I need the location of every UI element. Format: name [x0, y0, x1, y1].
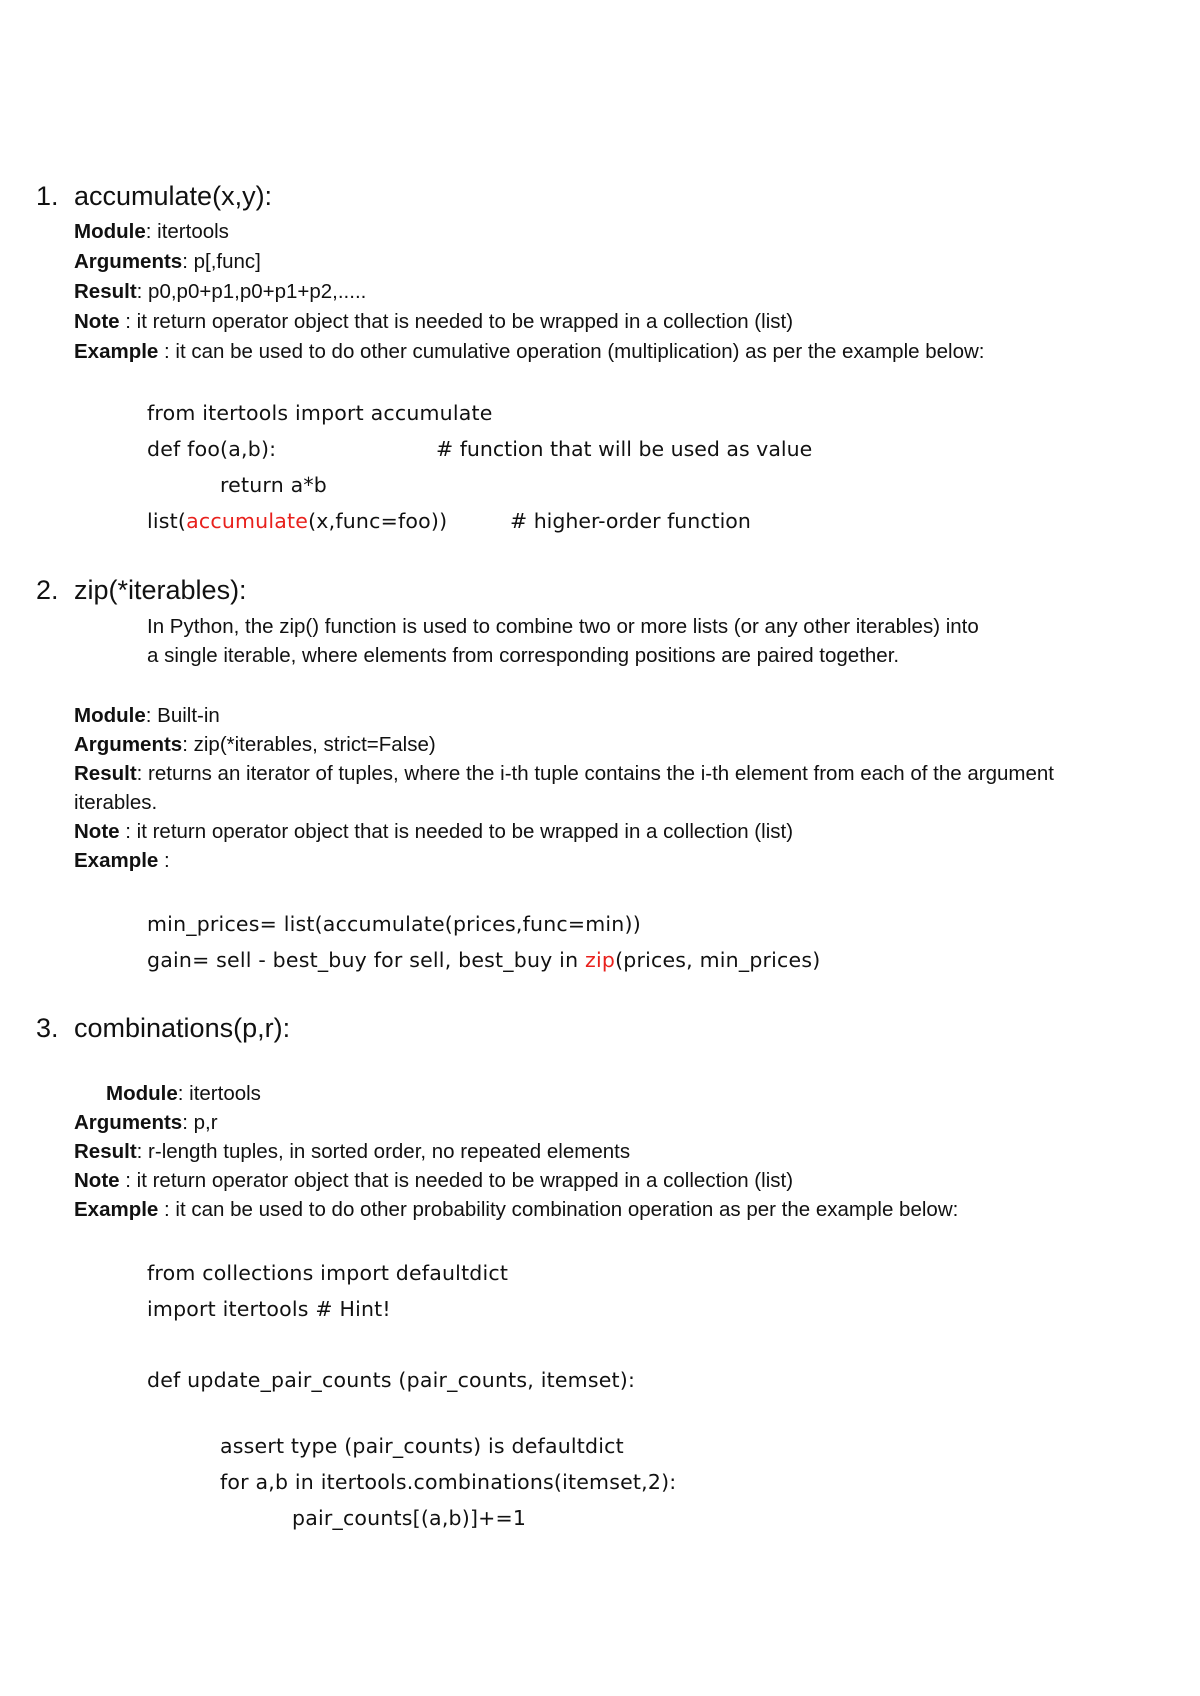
- example-label: Example: [74, 1198, 159, 1221]
- arguments-value: : p[,func]: [182, 250, 261, 273]
- code-text: (prices, min_prices): [615, 948, 821, 972]
- section-3-module: [106, 1081, 261, 1107]
- arguments-value: : p,r: [182, 1111, 218, 1134]
- code-comment: # higher-order function: [510, 509, 751, 533]
- note-value: : it return operator object that is needed to be wrapped in a collection (list): [119, 820, 794, 843]
- arguments-label: Arguments: [74, 250, 183, 273]
- code-line: [147, 947, 820, 973]
- code-line: [147, 508, 447, 534]
- section-1-heading: [36, 180, 272, 212]
- example-value: :: [158, 849, 170, 872]
- result-label: Result: [74, 1140, 137, 1163]
- section-1-module: [74, 219, 229, 245]
- example-label: Example: [74, 340, 159, 363]
- note-value: : it return operator object that is needed to be wrapped in a collection (list): [119, 310, 794, 333]
- section-3-heading: [36, 1012, 290, 1044]
- example-value: : it can be used to do other probability combination operation as per the example below:: [158, 1198, 959, 1221]
- highlighted-function: zip: [585, 948, 616, 972]
- code-comment: # function that will be used as value: [436, 437, 813, 461]
- module-value: : itertools: [177, 1082, 261, 1105]
- code-line: min_prices= list(accumulate(prices,func=min)): [147, 912, 641, 936]
- arguments-value: : zip(*iterables, strict=False): [182, 733, 436, 756]
- description-line: a single iterable, where elements from corresponding positions are paired together.: [147, 644, 900, 667]
- code-line: pair_counts[(a,b)]+=1: [292, 1506, 527, 1530]
- code-line: assert type (pair_counts) is defaultdict: [220, 1434, 624, 1458]
- code-line: from collections import defaultdict: [147, 1261, 509, 1285]
- section-2-title: zip(*iterables):: [74, 575, 247, 605]
- code-text: list(: [147, 509, 187, 533]
- section-1-title: accumulate(x,y):: [74, 181, 273, 211]
- result-label: Result: [74, 762, 137, 785]
- result-value: : returns an iterator of tuples, where the i-th tuple contains the i-th element from each of the argument: [136, 762, 1054, 785]
- module-value: : Built-in: [145, 704, 220, 727]
- section-1-arguments: [74, 249, 261, 275]
- section-2-result-continued: iterables.: [74, 791, 158, 814]
- result-label: Result: [74, 280, 137, 303]
- section-2-module: [74, 703, 220, 729]
- result-value: : p0,p0+p1,p0+p1+p2,.....: [136, 280, 367, 303]
- section-1-number: 1.: [36, 181, 59, 211]
- arguments-label: Arguments: [74, 733, 183, 756]
- note-label: Note: [74, 310, 120, 333]
- section-2-arguments: [74, 732, 436, 758]
- code-text: (x,func=foo)): [308, 509, 448, 533]
- section-3-number: 3.: [36, 1013, 59, 1043]
- section-3-example: [74, 1197, 958, 1223]
- code-line: def update_pair_counts (pair_counts, itemset):: [147, 1368, 636, 1392]
- section-3-note: [74, 1168, 793, 1194]
- section-2-heading: [36, 574, 247, 606]
- note-label: Note: [74, 820, 120, 843]
- section-2-result: [74, 761, 1054, 787]
- code-line: return a*b: [220, 473, 328, 497]
- module-label: Module: [106, 1082, 178, 1105]
- result-value: : r-length tuples, in sorted order, no repeated elements: [136, 1140, 631, 1163]
- section-1-result: [74, 279, 366, 305]
- code-line: def foo(a,b):: [147, 437, 277, 461]
- section-1-note: [74, 309, 793, 335]
- arguments-label: Arguments: [74, 1111, 183, 1134]
- module-label: Module: [74, 704, 146, 727]
- example-label: Example: [74, 849, 159, 872]
- section-2-note: [74, 819, 793, 845]
- code-text: gain= sell - best_buy for sell, best_buy in: [147, 948, 585, 972]
- section-3-title: combinations(p,r):: [74, 1013, 291, 1043]
- description-line: In Python, the zip() function is used to combine two or more lists (or any other iterables) into: [147, 615, 979, 638]
- section-1-example: [74, 339, 984, 365]
- note-value: : it return operator object that is needed to be wrapped in a collection (list): [119, 1169, 794, 1192]
- code-line: for a,b in itertools.combinations(itemset,2):: [220, 1470, 677, 1494]
- highlighted-function: accumulate: [186, 509, 309, 533]
- section-2-example: [74, 848, 170, 874]
- example-value: : it can be used to do other cumulative operation (multiplication) as per the example below:: [158, 340, 985, 363]
- note-label: Note: [74, 1169, 120, 1192]
- section-3-result: [74, 1139, 630, 1165]
- section-2-number: 2.: [36, 575, 59, 605]
- code-line: import itertools # Hint!: [147, 1297, 391, 1321]
- section-3-arguments: [74, 1110, 218, 1136]
- module-value: : itertools: [145, 220, 229, 243]
- module-label: Module: [74, 220, 146, 243]
- code-line: from itertools import accumulate: [147, 401, 493, 425]
